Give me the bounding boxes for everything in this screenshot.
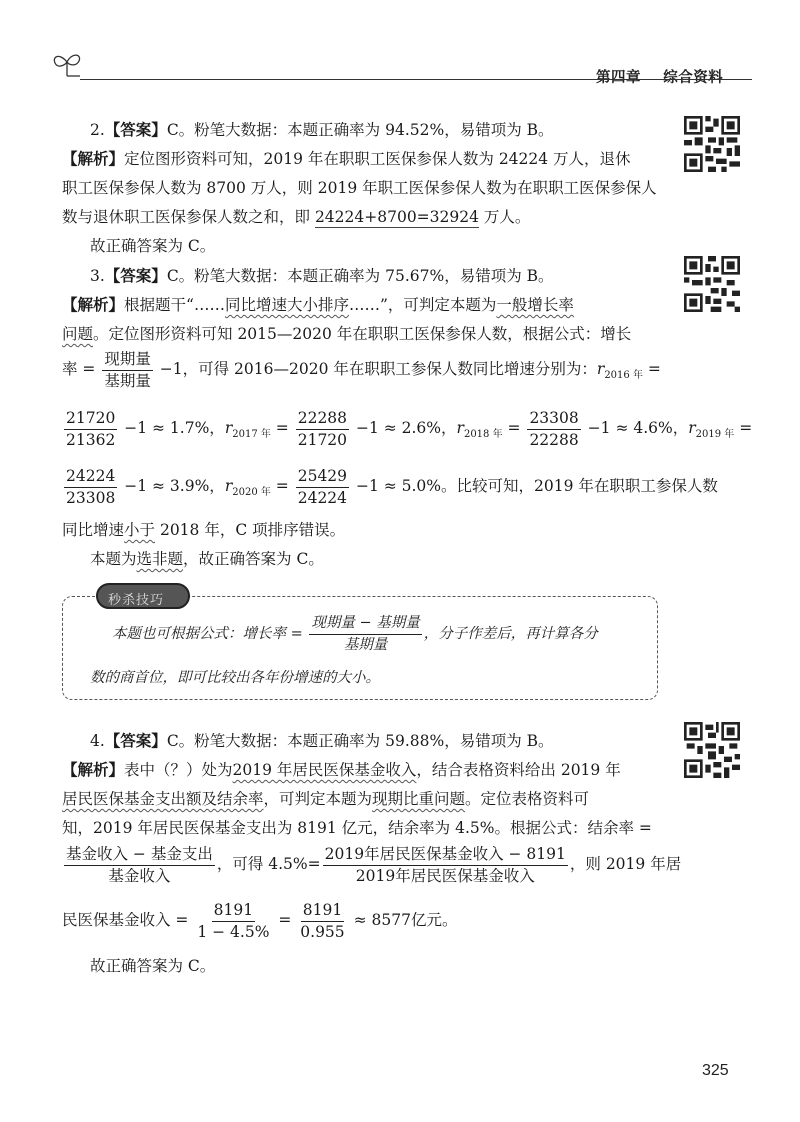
q3-analysis-line-3 (62, 349, 661, 396)
fraction-denominator: 1 − 4.5% (197, 922, 270, 941)
rate-symbol: r (224, 419, 233, 437)
rate-year: 2018 年 (463, 429, 503, 441)
q4-text: 民医保基金收入 = (62, 911, 194, 929)
rate-2018 (456, 419, 503, 441)
rate-year: 2020 年 (232, 487, 271, 499)
q4-analysis-line-4 (62, 842, 681, 886)
fraction-numerator: 8191 (212, 901, 255, 922)
q3-text: −1，可得 2016—2020 年在职职工参保人数同比增速分别为： (154, 360, 597, 378)
answer-label: 【答案】 (104, 121, 167, 139)
rate-2020 (224, 477, 271, 499)
rate-value: −1 ≈ 3.9%， (119, 477, 225, 495)
q3-analysis-line-1 (62, 291, 574, 319)
q4-conclusion (90, 952, 215, 980)
q3-text: 2018 年，C 项排序错误。 (155, 521, 346, 539)
income-fraction (323, 845, 568, 886)
growth-fraction (102, 350, 153, 391)
q3-keyword: 选非题 (136, 550, 184, 568)
fraction-2018 (527, 409, 580, 450)
rate-2016 (596, 360, 643, 382)
q4-text: ，可判定本题为 (263, 790, 373, 808)
tip-line-2 (90, 664, 380, 692)
q4-analysis-line-5 (62, 898, 457, 942)
q3-answer-text: C。粉笔大数据：本题正确率为 75.67%，易错项为 B。 (166, 267, 554, 285)
rate-value: −1 ≈ 2.6%， (351, 419, 457, 437)
qr-code-icon (684, 116, 740, 172)
equals: = (502, 419, 526, 437)
fraction-numerator: 2019年居民医保基金收入 − 8191 (323, 845, 568, 866)
analysis-label: 【解析】 (62, 150, 125, 168)
rate-2019 (688, 419, 735, 441)
q4-analysis-line-2 (62, 785, 589, 813)
q3-rates-line-2 (62, 466, 718, 513)
fraction-2020 (296, 467, 349, 508)
tip-tag-label: 秒杀技巧 (108, 593, 165, 608)
q4-text: ，结合表格资料给出 2019 年 (416, 761, 621, 779)
fraction-numerator: 21720 (64, 409, 117, 430)
fraction-numerator: 基金收入 − 基金支出 (64, 845, 215, 866)
equals: = (642, 360, 661, 378)
fraction-numerator: 24224 (64, 467, 117, 488)
q2-text: 万人。 (478, 208, 531, 226)
fraction-numerator: 22288 (296, 409, 349, 430)
q4-number: 4. (90, 732, 105, 750)
rate-value: −1 ≈ 4.6%， (582, 419, 689, 437)
analysis-label: 【解析】 (62, 296, 125, 314)
rate-symbol: r (688, 419, 696, 437)
q3-text: ……”，可判定本题为 (348, 296, 497, 314)
q4-keyword: 居民医保基金支出额及结余率 (62, 790, 264, 808)
tip-text: ，分子作差后，再计算各分 (423, 626, 598, 642)
equals: = (270, 477, 294, 495)
sprout-icon (50, 50, 84, 78)
q4-keyword: 2019 年居民医保基金收入 (232, 761, 417, 779)
fraction-denominator: 0.955 (300, 922, 345, 941)
fraction-2016 (64, 409, 117, 450)
q4-text: 表中（？）处为 (124, 761, 233, 779)
q2-analysis-line-1 (62, 145, 631, 173)
q3-text: 根据题干“…… (124, 296, 225, 314)
q2-answer-text: C。粉笔大数据：本题正确率为 94.52%，易错项为 B。 (166, 121, 554, 139)
q4-text: 知，2019 年居民医保基金支出为 8191 亿元，结余率为 4.5%。根据公式：结余率 = (62, 819, 652, 837)
q2-text: 定位图形资料可知，2019 年在职职工医保参保人数为 24224 万人，退休 (124, 150, 631, 168)
q2-number: 2. (90, 121, 105, 139)
fraction-numerator: 8191 (301, 901, 344, 922)
q3-text: 本题为 (90, 550, 137, 568)
fraction-denominator: 2019年居民医保基金收入 (355, 866, 535, 885)
q3-answer-line (90, 262, 554, 290)
rate-year: 2019 年 (695, 429, 735, 441)
qr-code-icon (684, 256, 740, 312)
fraction-denominator: 23308 (66, 488, 116, 507)
equals: = (734, 419, 753, 437)
header-rule (80, 79, 582, 80)
q2-answer-line (90, 116, 554, 144)
rate-year: 2017 年 (232, 429, 271, 441)
fraction-denominator: 基期量 (343, 636, 388, 653)
q3-keyword: 小于 (124, 521, 156, 539)
equals: = (270, 419, 294, 437)
rate-value: −1 ≈ 5.0%。 (351, 477, 457, 495)
q4-answer-text: C。粉笔大数据：本题正确率为 59.88%，易错项为 B。 (166, 732, 554, 750)
tip-line-1 (112, 612, 598, 656)
answer-label: 【答案】 (104, 267, 167, 285)
q3-text: 率 = (62, 360, 101, 378)
rate-symbol: r (224, 477, 233, 495)
page-number: 325 (702, 1062, 729, 1079)
fraction-2017 (296, 409, 349, 450)
q3-text: 比较可知，2019 年在职职工参保人数 (456, 477, 718, 495)
q4-text: 。定位表格资料可 (465, 790, 590, 808)
fraction-denominator: 24224 (297, 488, 348, 507)
q3-number: 3. (90, 267, 105, 285)
q2-calc: 24224+8700=32924 (314, 208, 479, 226)
q4-text: ，则 2019 年居 (569, 855, 682, 873)
equals: = (273, 911, 297, 929)
tip-text: 数的商首位，即可比较出各年份增速的大小。 (90, 670, 380, 686)
fraction-numerator: 25429 (296, 467, 349, 488)
chapter-label: 第四章 (596, 70, 641, 86)
q3-analysis-line-2 (62, 320, 631, 348)
fraction-denominator: 基金收入 (108, 866, 171, 885)
q4-analysis-line-3 (62, 814, 652, 842)
fraction-denominator: 22288 (529, 430, 579, 449)
calc-fraction-1 (195, 901, 271, 942)
q2-analysis-line-3 (62, 203, 530, 231)
chapter-header (596, 66, 723, 87)
rate-symbol: r (596, 360, 605, 378)
q4-text: ，可得 4.5%= (216, 855, 321, 873)
fraction-2019 (64, 467, 117, 508)
tip-tag (96, 583, 190, 609)
fraction-numerator: 现期量 (102, 350, 153, 371)
q3-text: 。定位图形资料可知 2015—2020 年在职职工医保参保人数，根据公式：增长 (93, 325, 632, 343)
calc-fraction-2 (298, 901, 346, 942)
qr-code-icon (684, 722, 740, 778)
q4-answer-line (90, 727, 554, 755)
answer-label: 【答案】 (104, 732, 167, 750)
fraction-numerator: 现期量 − 基期量 (309, 614, 421, 635)
q3-analysis-line-6 (62, 516, 345, 544)
q3-rates-line-1 (62, 408, 752, 455)
q2-analysis-line-2 (62, 174, 657, 202)
fraction-denominator: 基期量 (104, 371, 151, 390)
q3-keyword: 一般增长率 (496, 296, 574, 314)
q3-conclusion (90, 545, 324, 573)
q2-text: 数与退休职工医保参保人数之和，即 (62, 208, 315, 226)
q4-analysis-line-1 (62, 756, 621, 784)
fraction-denominator: 21362 (66, 430, 116, 449)
q2-text: 职工医保参保人数为 8700 万人，则 2019 年职工医保参保人数为在职职工医保参保人 (62, 179, 657, 197)
fraction-denominator: 21720 (297, 430, 348, 449)
tip-fraction (309, 614, 421, 655)
q4-conclusion-text: 故正确答案为 C。 (90, 957, 216, 975)
q3-keyword: 同比增速大小排序 (224, 296, 349, 314)
section-label: 综合资料 (663, 70, 724, 86)
q2-conclusion (90, 232, 215, 260)
balance-rate-fraction (64, 845, 215, 886)
q3-text: ，故正确答案为 C。 (183, 550, 324, 568)
tip-text: 本题也可根据公式：增长率 = (112, 626, 308, 642)
rate-value: −1 ≈ 1.7%， (119, 419, 225, 437)
q4-text: ≈ 8577亿元。 (348, 911, 458, 929)
q4-keyword: 现期比重问题 (372, 790, 466, 808)
fraction-numerator: 23308 (527, 409, 580, 430)
q3-text: 同比增速 (62, 521, 125, 539)
rate-2017 (224, 419, 271, 441)
header-rule-right (582, 79, 752, 80)
q2-conclusion-text: 故正确答案为 C。 (90, 237, 216, 255)
rate-symbol: r (456, 419, 464, 437)
analysis-label: 【解析】 (62, 761, 125, 779)
q3-keyword: 问题 (62, 325, 94, 343)
rate-year: 2016 年 (604, 370, 643, 382)
